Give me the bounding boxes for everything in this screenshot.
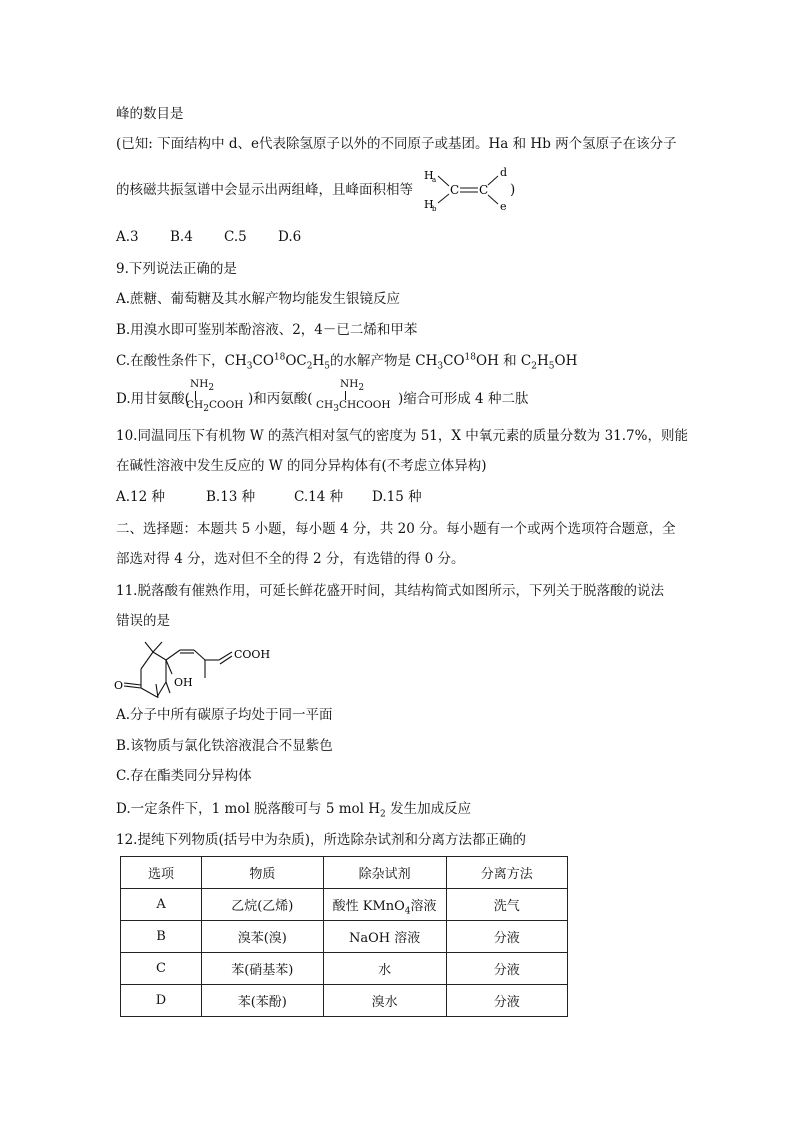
- q10-options: [116, 487, 422, 507]
- glycine-formula: $CH_2COOH$: [186, 399, 244, 415]
- q9-option-d-part2: )和丙氨酸(: [248, 391, 313, 407]
- q8-options: [116, 227, 301, 247]
- table-row: [121, 921, 568, 953]
- alanine-formula: $CH_3CHCOOH$: [316, 399, 391, 415]
- q9-option-b[interactable]: B.用溴水即可鉴别苯酚溶液、2，4－已二烯和甲苯: [116, 322, 418, 338]
- q10-option-d[interactable]: D.15 种: [372, 489, 422, 505]
- q8-e: e: [500, 200, 507, 213]
- row-option: A: [121, 889, 202, 921]
- table-row: [121, 889, 568, 921]
- q11-option-c[interactable]: C.存在酯类同分异构体: [116, 768, 252, 784]
- q12-table: [120, 856, 568, 1017]
- q8-ha-sub: a: [432, 176, 437, 184]
- q10-option-b[interactable]: B.13 种: [206, 489, 256, 505]
- q9-option-a[interactable]: A.蔗糖、葡萄糖及其水解产物均能发生银镜反应: [116, 291, 401, 307]
- q8-note-line1: (已知: 下面结构中 d、e代表除氢原子以外的不同原子或基团。Ha 和 Hb 两个氢原子在该分子: [116, 136, 677, 152]
- q9-option-d-part3: )缩合可形成 4 种二肽: [398, 391, 529, 407]
- q9-option-c[interactable]: C.在酸性条件下，$CH_3CO^{18}OC_2H_5$的水解产物是 $CH_3CO^{18}OH$ 和 $C_2H_5OH$: [116, 352, 578, 372]
- section2-line2: 部选对得 4 分，选对但不全的得 2 分，有选错的得 0 分。: [116, 551, 465, 567]
- row-reagent: 溴水: [323, 985, 446, 1017]
- q11-option-b[interactable]: B.该物质与氯化铁溶液混合不显紫色: [116, 738, 333, 754]
- row-option: C: [121, 953, 202, 985]
- row-substance: 溴苯(溴): [202, 921, 324, 953]
- q12-stem: 12.提纯下列物质(括号中为杂质)，所选除杂试剂和分离方法都正确的: [116, 832, 527, 848]
- q8-note-line2-suffix: ): [510, 182, 516, 198]
- row-option: B: [121, 921, 202, 953]
- header-reagent: 除杂试剂: [323, 857, 446, 889]
- header-method: 分离方法: [446, 857, 567, 889]
- row-method: 分液: [446, 921, 567, 953]
- q8-ha: H: [424, 169, 434, 182]
- alanine-nh2: $NH_2$: [340, 378, 365, 394]
- q10-line1: 10.同温同压下有机物 W 的蒸汽相对氢气的密度为 51，X 中氧元素的质量分数为 31.7%，则能: [116, 428, 688, 444]
- row-method: 分液: [446, 953, 567, 985]
- table-header-row: [121, 857, 568, 889]
- abscisic-acid-structure: [112, 638, 282, 704]
- ketone-o-label: O: [114, 679, 124, 692]
- q11-option-d[interactable]: D.一定条件下，1 mol 脱落酸可与 5 mol $H_2$ 发生加成反应: [116, 801, 472, 820]
- cooh-label: COOH: [234, 648, 271, 661]
- row-method: 分液: [446, 985, 567, 1017]
- q8-note-line2-prefix: 的核磁共振氢谱中会显示出两组峰，且峰面积相等: [116, 182, 413, 198]
- q10-line2: 在碱性溶液中发生反应的 W 的同分异构体有(不考虑立体异构): [116, 458, 487, 474]
- q10-option-c[interactable]: C.14 种: [294, 489, 344, 505]
- q8-hb: H: [424, 198, 434, 211]
- q8-c2: C: [479, 183, 489, 197]
- glycine-nh2: $NH_2$: [190, 378, 215, 394]
- q11-line2: 错误的是: [116, 613, 170, 629]
- header-substance: 物质: [202, 857, 324, 889]
- row-reagent: 酸性 KMnO$_4$溶液: [323, 889, 446, 921]
- row-substance: 苯(苯酚): [202, 985, 324, 1017]
- section2-line1: 二、选择题：本题共 5 小题，每小题 4 分，共 20 分。每小题有一个或两个选项符合题意，全: [116, 521, 676, 537]
- row-option: D: [121, 985, 202, 1017]
- row-reagent: 水: [323, 953, 446, 985]
- row-method: 洗气: [446, 889, 567, 921]
- q8-option-d[interactable]: D.6: [278, 229, 302, 245]
- q8-alkene-structure: [418, 164, 522, 214]
- q9-option-d-part1[interactable]: D.用甘氨酸(: [116, 391, 190, 407]
- q8-option-a[interactable]: A.3: [116, 229, 139, 245]
- row-substance: 苯(硝基苯): [202, 953, 324, 985]
- oh-label: OH: [174, 676, 193, 689]
- header-option: 选项: [121, 857, 202, 889]
- q8-hb-sub: b: [432, 205, 437, 213]
- q8-option-b[interactable]: B.4: [170, 229, 193, 245]
- row-reagent: NaOH 溶液: [323, 921, 446, 953]
- q8-stem: 峰的数目是: [116, 106, 184, 122]
- q8-c1: C: [450, 183, 460, 197]
- q8-d: d: [500, 166, 508, 179]
- q10-option-a[interactable]: A.12 种: [116, 489, 166, 505]
- q11-line1: 11.脱落酸有催熟作用，可延长鲜花盛开时间，其结构简式如图所示，下列关于脱落酸的说法: [116, 583, 664, 599]
- row-substance: 乙烷(乙烯): [202, 889, 324, 921]
- q8-option-c[interactable]: C.5: [224, 229, 247, 245]
- table-row: [121, 953, 568, 985]
- table-row: [121, 985, 568, 1017]
- q9-stem: 9.下列说法正确的是: [116, 261, 237, 277]
- q11-option-a[interactable]: A.分子中所有碳原子均处于同一平面: [116, 707, 333, 723]
